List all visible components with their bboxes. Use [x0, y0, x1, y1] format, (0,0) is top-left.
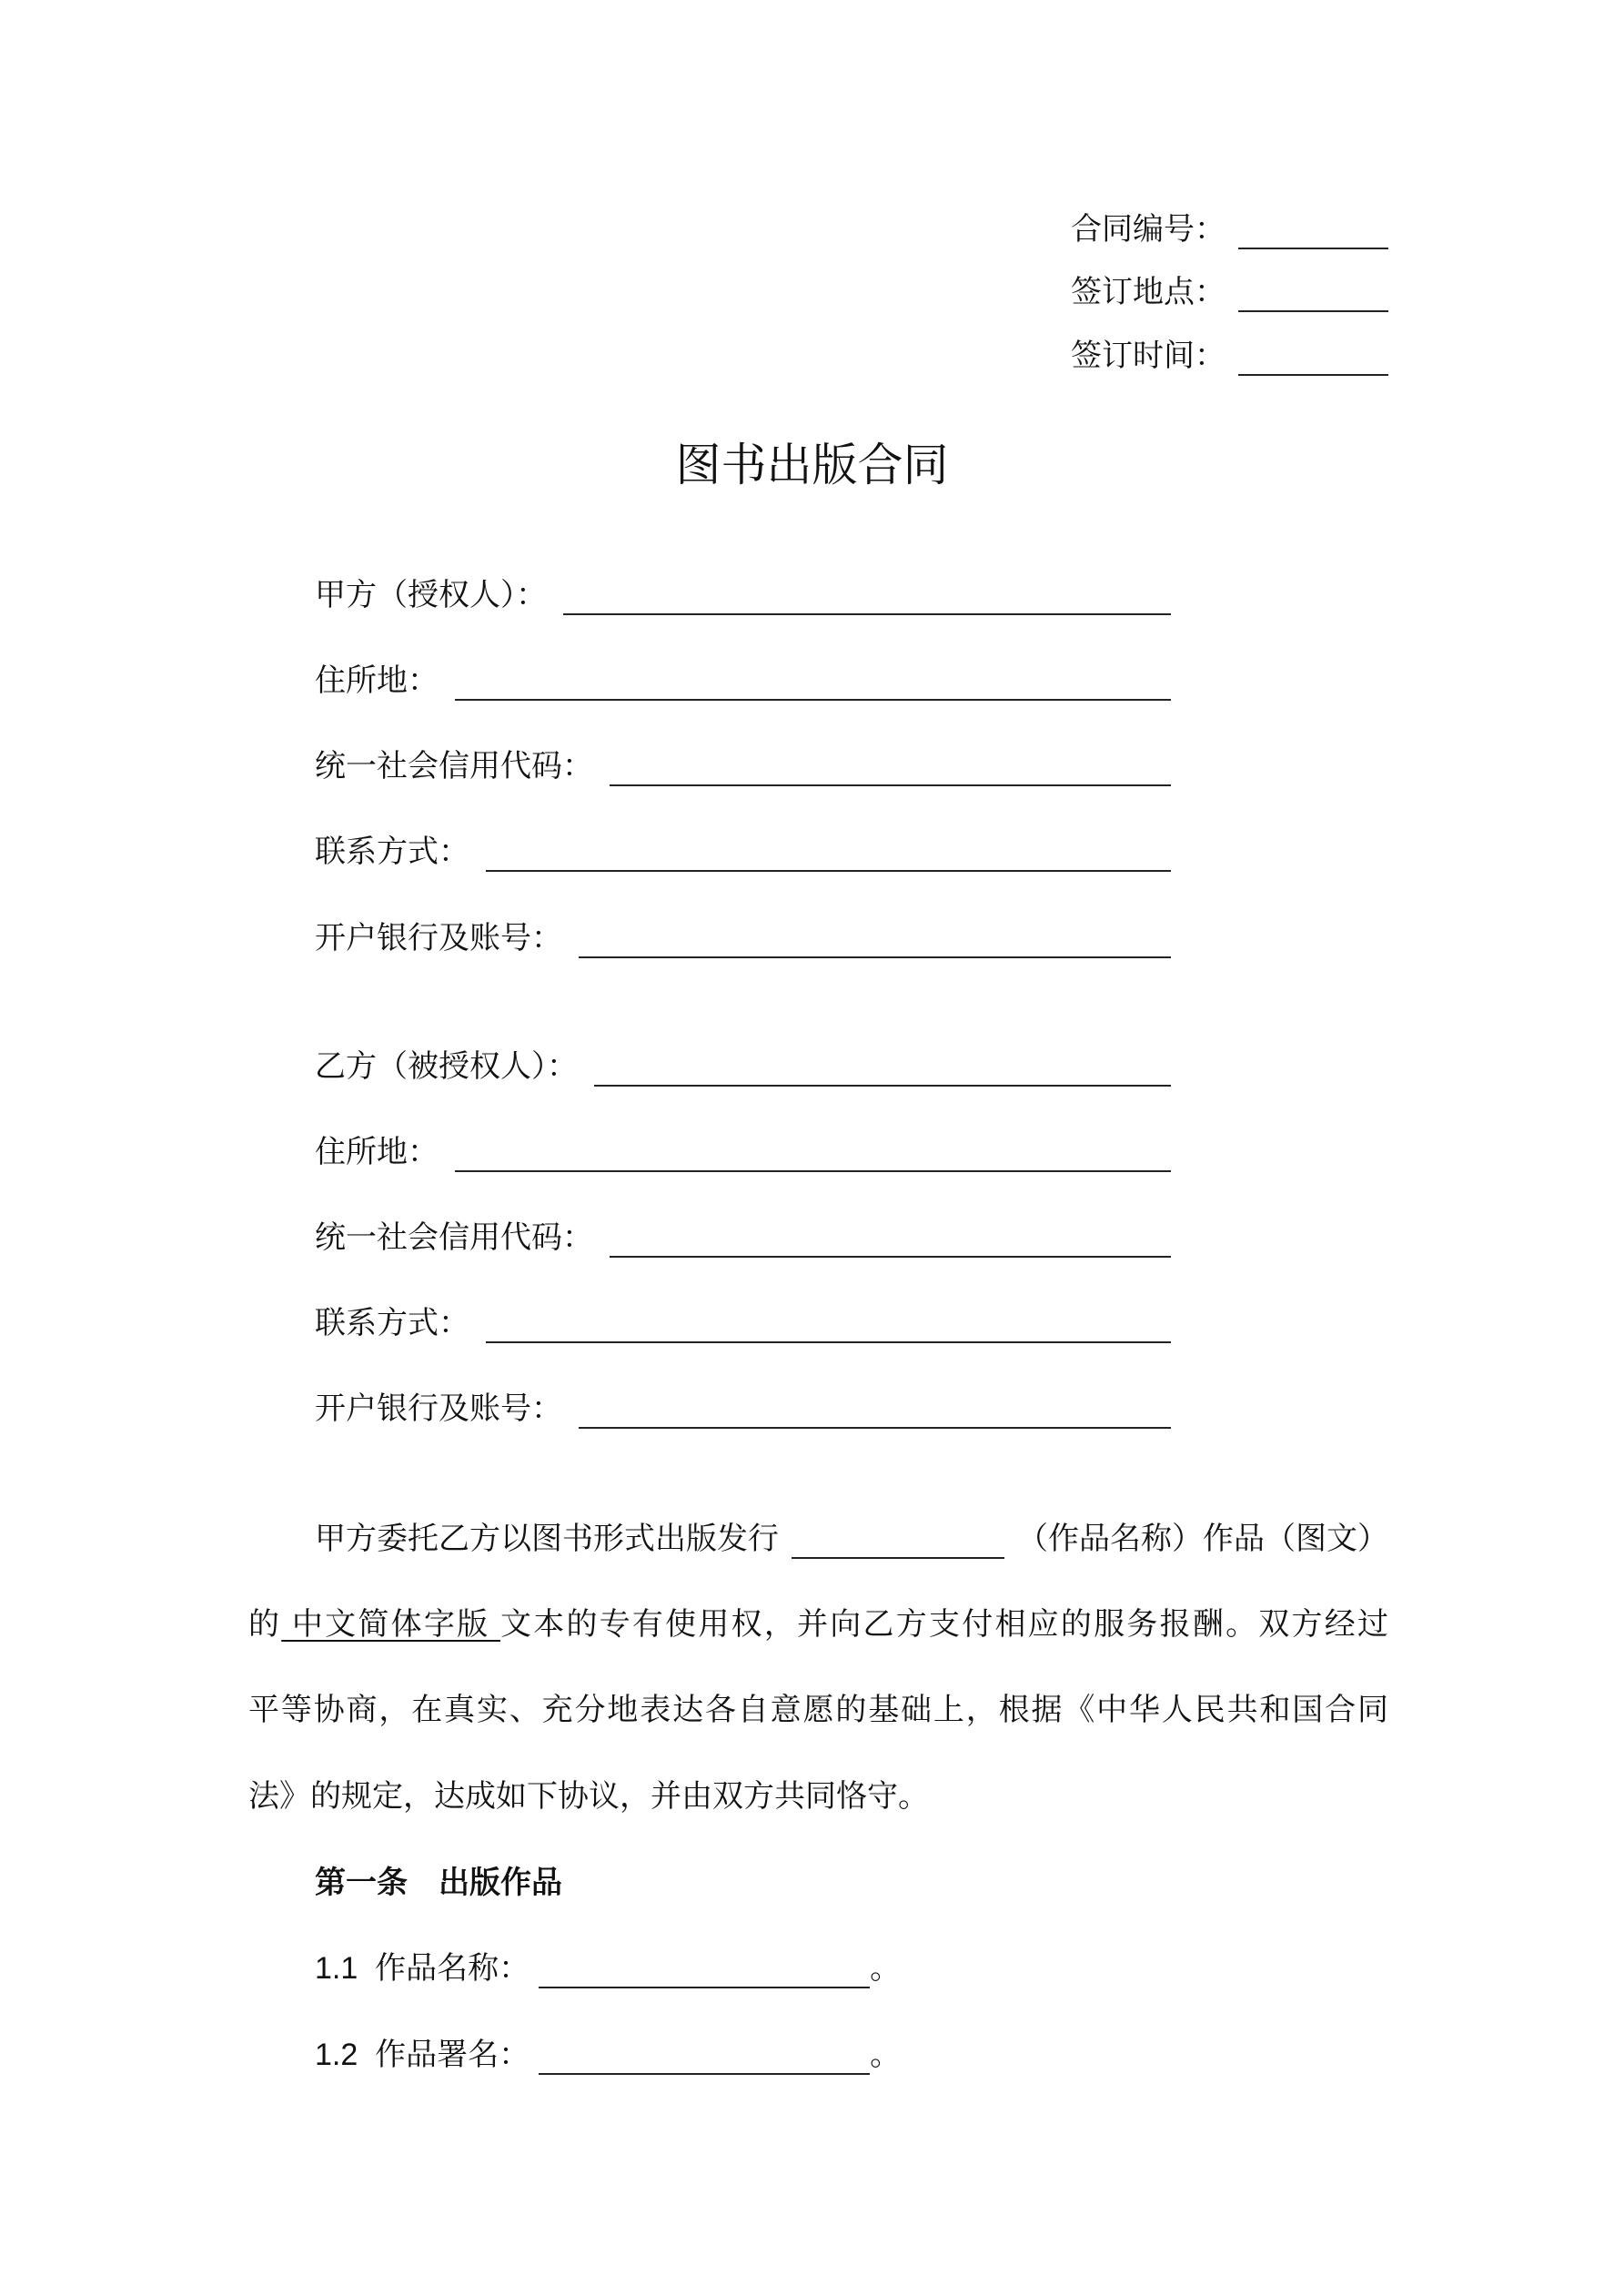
contract-number-blank: [1238, 220, 1388, 249]
party-b-bank-field: [315, 1389, 1171, 1429]
contract-number-field: [1071, 209, 1388, 249]
sign-place-field: [1071, 272, 1388, 312]
blank-line: [579, 929, 1171, 958]
blank-line: [486, 843, 1171, 872]
party-b-contact-field: [315, 1303, 1171, 1343]
work-author-label: 1.2 作品署名：: [315, 2038, 530, 2072]
blank-line: [610, 757, 1171, 786]
party-b-credit-code-field: [315, 1218, 1171, 1258]
party-a-credit-code-field: [315, 746, 1171, 786]
blank-line: [455, 1143, 1171, 1172]
sign-time-label: 签订时间：: [1071, 339, 1226, 373]
preamble-text: 文本的专有使用权，并向乙方支付相应的服务报酬。双方经过: [499, 1607, 1388, 1642]
blank-line: [486, 1314, 1171, 1343]
blank-line: [455, 672, 1171, 701]
blank-line: [610, 1229, 1171, 1258]
preamble-line-3: 平等协商，在真实、充分地表达各自意愿的基础上，根据《中华人民共和国合同: [248, 1693, 1388, 1727]
party-a-name-label: 甲方（授权人）：: [315, 578, 547, 612]
preamble-line-4: 法》的规定，达成如下协议，并由双方共同恪守。: [248, 1779, 929, 1814]
party-b-address-field: [315, 1132, 1171, 1172]
preamble-text: （作品名称）作品（图文）: [1017, 1522, 1388, 1556]
party-b-name-label: 乙方（被授权人）：: [315, 1049, 578, 1084]
party-a-bank-field: [315, 918, 1171, 958]
end-mark: 。: [870, 2038, 902, 2072]
party-a-name-field: [315, 575, 1171, 615]
party-a-contact-field: [315, 832, 1171, 872]
party-a-address-field: [315, 661, 1171, 701]
party-b-address-label: 住所地：: [315, 1135, 439, 1169]
preamble-text: 甲方委托乙方以图书形式出版发行: [315, 1522, 779, 1556]
preamble-text: 的: [248, 1607, 282, 1642]
party-b-credit-code-label: 统一社会信用代码：: [315, 1220, 593, 1255]
work-name-label: 1.1 作品名称：: [315, 1951, 530, 1986]
article-1-heading: 第一条 出版作品: [315, 1866, 562, 1900]
party-b-contact-label: 联系方式：: [315, 1306, 469, 1340]
party-b-name-field: [315, 1047, 1171, 1087]
sign-time-blank: [1238, 347, 1388, 376]
party-a-credit-code-label: 统一社会信用代码：: [315, 749, 593, 784]
sign-place-label: 签订地点：: [1071, 275, 1226, 309]
sign-time-field: [1071, 336, 1388, 376]
preamble-line-1: [315, 1519, 1388, 1559]
work-title-blank: [792, 1530, 1004, 1559]
party-b-bank-label: 开户银行及账号：: [315, 1391, 562, 1426]
sign-place-blank: [1238, 283, 1388, 312]
blank-line: [539, 1959, 870, 1988]
contract-number-label: 合同编号：: [1071, 212, 1226, 247]
party-a-bank-label: 开户银行及账号：: [315, 921, 562, 956]
party-a-contact-label: 联系方式：: [315, 834, 469, 869]
work-author-field: [315, 2035, 901, 2075]
party-a-address-label: 住所地：: [315, 663, 439, 698]
blank-line: [539, 2046, 870, 2075]
work-name-field: [315, 1948, 901, 1988]
blank-line: [579, 1400, 1171, 1429]
preamble-line-2: [248, 1604, 1388, 1644]
edition-underlined: 中文简体字版: [281, 1607, 500, 1642]
blank-line: [563, 586, 1171, 615]
blank-line: [594, 1057, 1171, 1087]
end-mark: 。: [870, 1951, 902, 1986]
document-title: 图书出版合同: [675, 440, 949, 491]
